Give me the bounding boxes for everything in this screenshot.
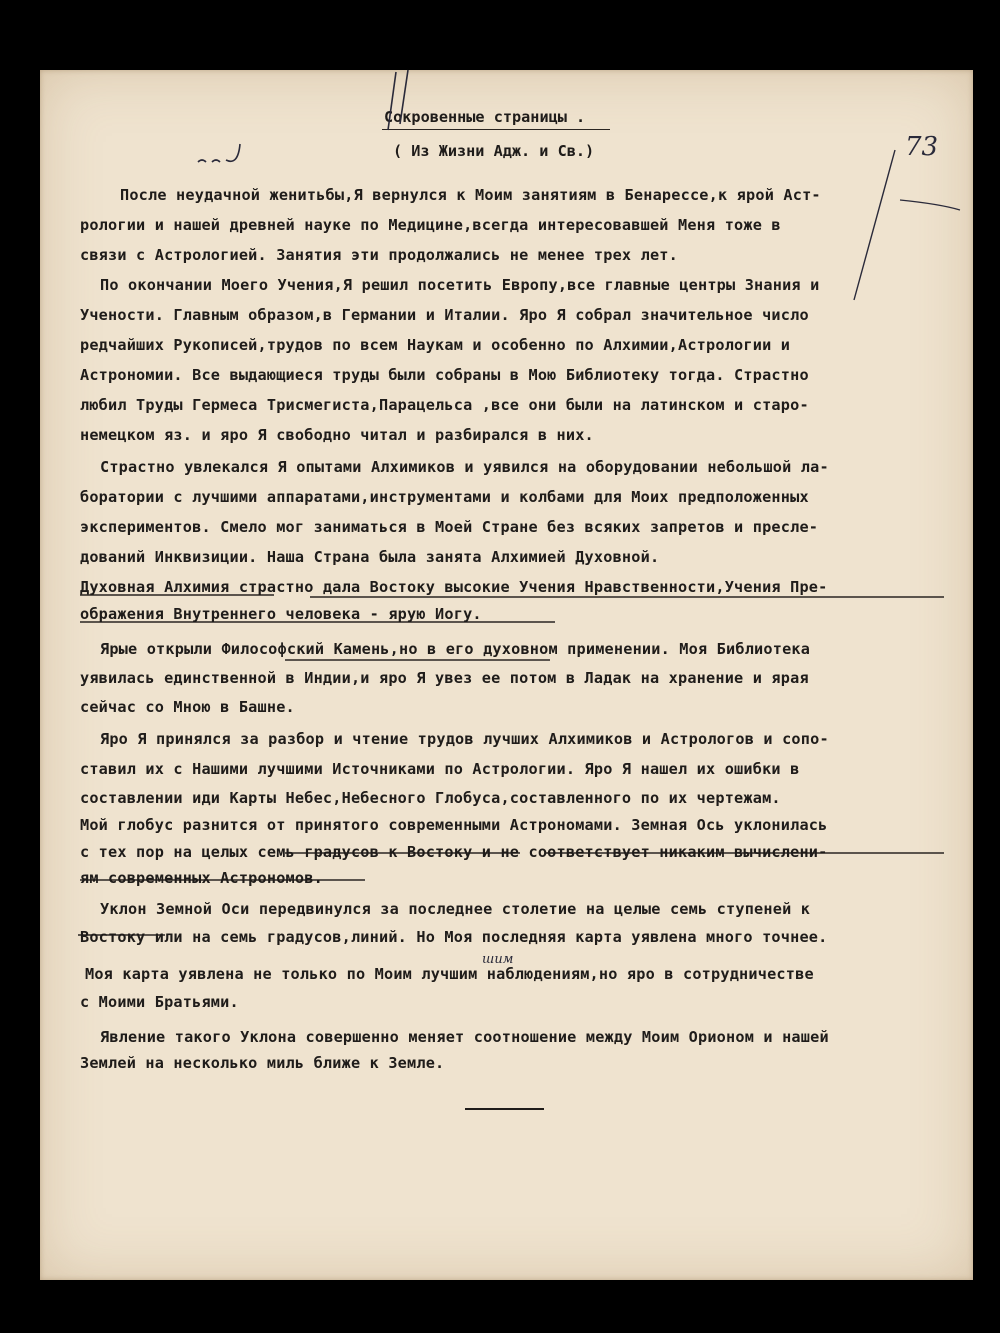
- text-line: ставил их с Нашими лучшими Источниками по Астрологии. Яро Я нашел их ошибки в: [80, 760, 800, 778]
- text-line: Востоку или на семь градусов,линий. Но Моя последняя карта уявлена много точнее.: [80, 928, 828, 946]
- text-line: По окончании Моего Учения,Я решил посетить Европу,все главные центры Знания и: [100, 276, 820, 294]
- text-line: связи с Астрологией. Занятия эти продолжались не менее трех лет.: [80, 246, 678, 264]
- text-line: ям современных Астрономов.: [80, 869, 323, 887]
- text-line: После неудачной женитьбы,Я вернулся к Моим занятиям в Бенарессе,к ярой Аст-: [120, 186, 821, 204]
- text-line: Яро Я принялся за разбор и чтение трудов лучших Алхимиков и Астрологов и сопо-: [100, 730, 829, 748]
- text-line: рологии и нашей древней науке по Медицине,всегда интересовавшей Меня тоже в: [80, 216, 781, 234]
- text-line: с Моими Братьями.: [80, 993, 239, 1011]
- pen-scribble-mark: [198, 144, 240, 162]
- text-line: Мой глобус разнится от принятого современными Астрономами. Земная Ось уклонилась: [80, 816, 828, 834]
- text-line: уявилась единственной в Индии,и яро Я увез ее потом в Ладак на хранение и ярая: [80, 669, 809, 687]
- page-subtitle: ( Из Жизни Адж. и Св.): [393, 142, 595, 160]
- page-title: Сокровенные страницы .: [384, 108, 586, 126]
- text-line: любил Труды Гермеса Трисмегиста,Парацельса ,все они были на латинском и старо-: [80, 396, 809, 414]
- text-line: Астрономии. Все выдающиеся труды были собраны в Мою Библиотеку тогда. Страстно: [80, 366, 809, 384]
- text-line: редчайших Рукописей,трудов по всем Наукам и особенно по Алхимии,Астрологии и: [80, 336, 791, 354]
- text-line: ображения Внутреннего человека - ярую Иогу.: [80, 605, 482, 623]
- text-line: Моя карта уявлена не только по Моим лучшим наблюдениям,но яро в сотрудничестве: [85, 965, 814, 983]
- text-line: с тех пор на целых семь градусов к Востоку и не соответствует никаким вычислени-: [80, 843, 828, 861]
- pen-margin-line: [900, 200, 960, 210]
- text-line: сейчас со Мною в Башне.: [80, 698, 295, 716]
- text-line: экспериментов. Смело мог заниматься в Моей Стране без всяких запретов и пресле-: [80, 518, 819, 536]
- text-line: Ярые открыли Философский Камень,но в его духовном применении. Моя Библиотека: [100, 640, 811, 658]
- text-line: Землей на несколько миль ближе к Земле.: [80, 1054, 445, 1072]
- text-line: Страстно увлекался Я опытами Алхимиков и уявился на оборудовании небольшой ла-: [100, 458, 829, 476]
- text-line: Уклон Земной Оси передвинулся за последнее столетие на целые семь ступеней к: [100, 900, 811, 918]
- text-line: дований Инквизиции. Наша Страна была занята Алхимией Духовной.: [80, 548, 660, 566]
- pen-stroke-mark: [400, 70, 408, 124]
- pen-margin-line: [854, 150, 895, 300]
- text-line: Духовная Алхимия страстно дала Востоку высокие Учения Нравственности,Учения Пре-: [80, 578, 828, 596]
- text-line: Явление такого Уклона совершенно меняет соотношение между Моим Орионом и нашей: [100, 1028, 829, 1046]
- text-line: Учености. Главным образом,в Германии и Италии. Яро Я собрал значительное число: [80, 306, 809, 324]
- text-line: составлении иди Карты Небес,Небесного Глобуса,составленного по их чертежам.: [80, 789, 781, 807]
- text-line: боратории с лучшими аппаратами,инструментами и колбами для Моих предположенных: [80, 488, 809, 506]
- page-number: 73: [905, 132, 939, 162]
- handwritten-correction: шим: [482, 952, 514, 967]
- pen-stroke-mark: [388, 72, 396, 130]
- text-line: немецком яз. и яро Я свободно читал и разбирался в них.: [80, 426, 594, 444]
